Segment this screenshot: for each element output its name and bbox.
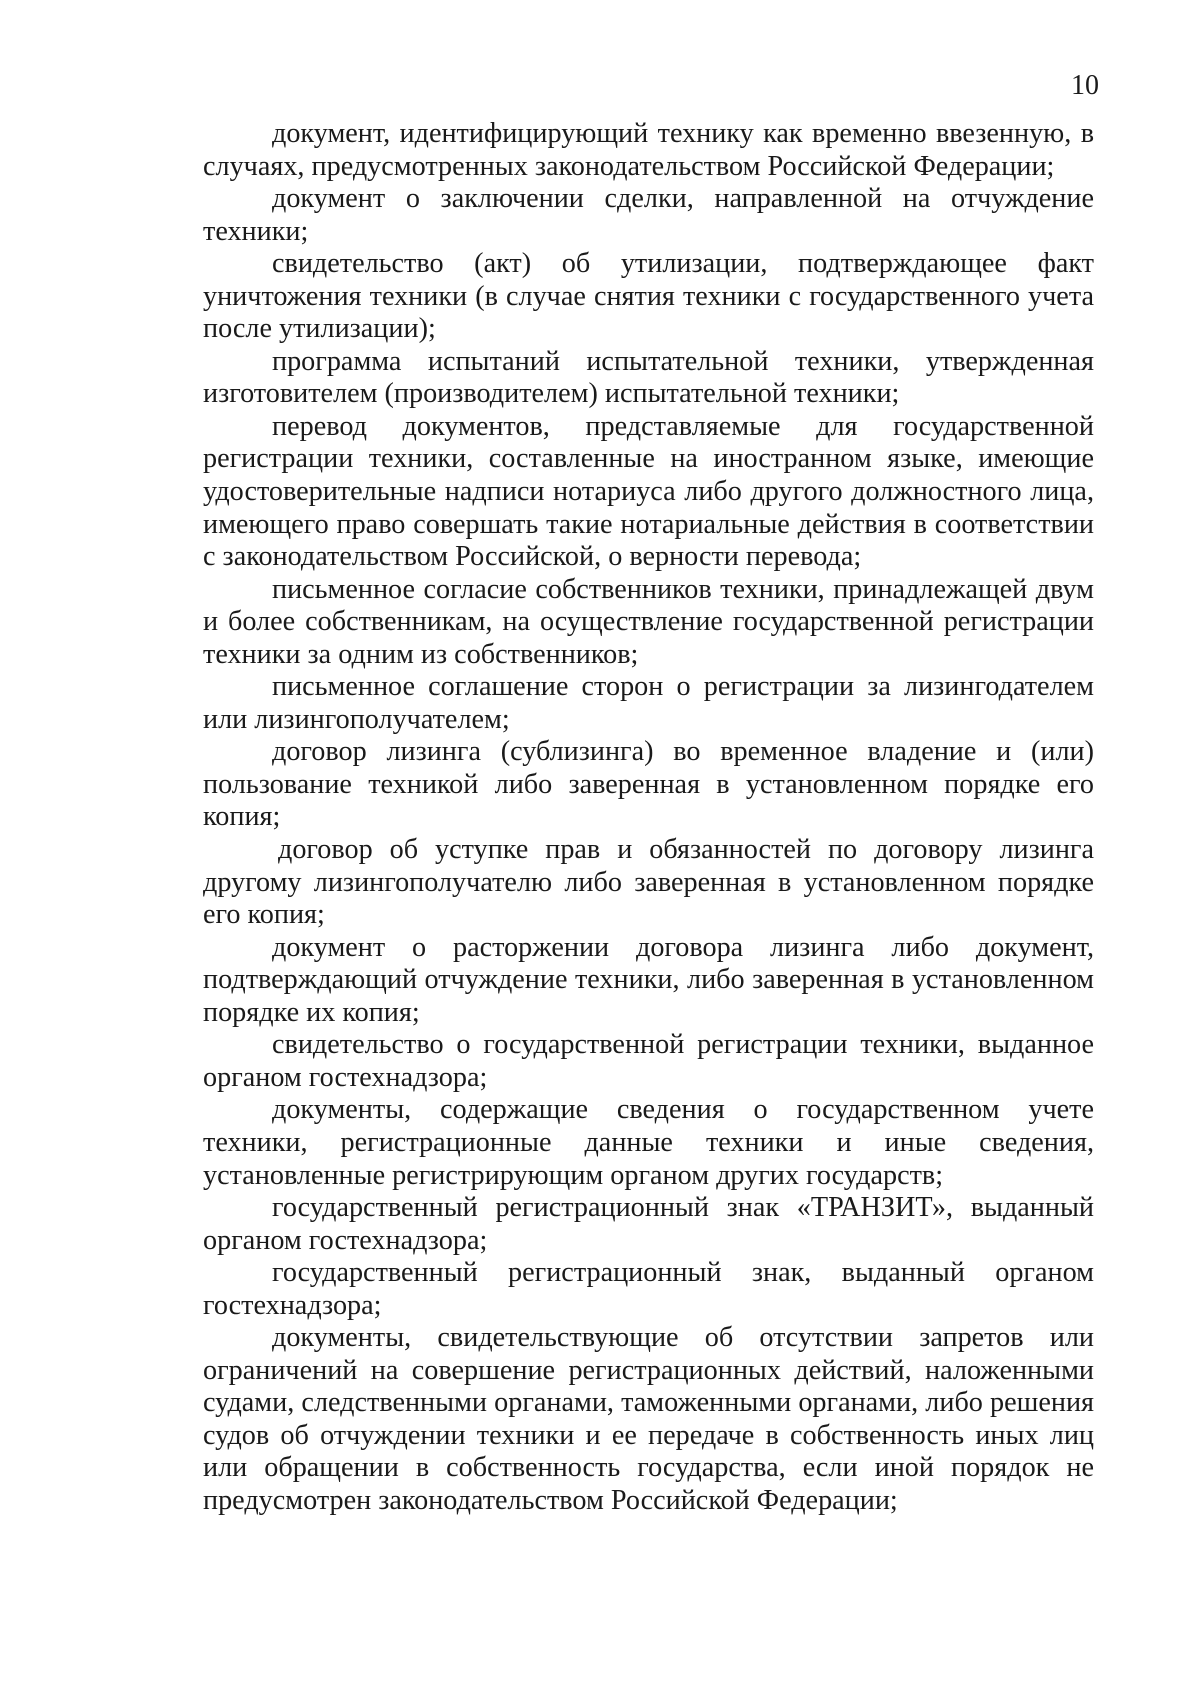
paragraph-temporary-import-document: документ, идентифицирующий технику как временно ввезенную, в случаях, предусмотренных законодательством Российской Федерации; xyxy=(203,118,1094,182)
paragraph-transit-plate: государственный регистрационный знак «ТРАНЗИТ», выданный органом гостехнадзора; xyxy=(203,1192,1094,1256)
paragraph-owners-consent: письменное согласие собственников техники, принадлежащей двум и более собственникам, на осуществление государственной регистрации техники за одним из собственников; xyxy=(203,573,1094,670)
paragraph-rights-assignment: договор об уступке прав и обязанностей по договору лизинга другому лизингополучателю либо заверенная в установленном порядке его копия; xyxy=(203,834,1094,931)
document-body xyxy=(203,118,1094,1518)
paragraph-utilization-certificate: свидетельство (акт) об утилизации, подтверждающее факт уничтожения техники (в случае снятия техники с государственного учета после утилизации); xyxy=(203,248,1094,345)
page-number: 10 xyxy=(1071,70,1099,101)
paragraph-document-translation: перевод документов, представляемые для государственной регистрации техники, составленные на иностранном языке, имеющие удостоверительные надписи нотариуса либо другого должностного лица, имеющего право совершать такие нотариальные действия в соответствии с законодательством Российской, о верности перевода; xyxy=(203,410,1094,573)
paragraph-test-program: программа испытаний испытательной техники, утвержденная изготовителем (производителем) испытательной техники; xyxy=(203,345,1094,410)
paragraph-registration-certificate: свидетельство о государственной регистрации техники, выданное органом гостехнадзора; xyxy=(203,1029,1094,1093)
paragraph-alienation-deal-document: документ о заключении сделки, направленной на отчуждение техники; xyxy=(203,183,1094,247)
paragraph-leasing-agreement-parties: письменное соглашение сторон о регистрации за лизингодателем или лизингополучателем; xyxy=(203,671,1094,735)
paragraph-foreign-registration-info: документы, содержащие сведения о государственном учете техники, регистрационные данные техники и иные сведения, установленные регистрирующим органом других государств; xyxy=(203,1094,1094,1191)
paragraph-no-restrictions-documents: документы, свидетельствующие об отсутствии запретов или ограничений на совершение регистрационных действий, наложенными судами, следственными органами, таможенными органами, либо решения судов об отчуждении техники и ее передаче в собственность иных лиц или обращении в собственность государства, если иной порядок не предусмотрен законодательством Российской Федерации; xyxy=(203,1322,1094,1516)
paragraph-leasing-contract: договор лизинга (сублизинга) во временное владение и (или) пользование техникой либо заверенная в установленном порядке его копия; xyxy=(203,736,1094,833)
paragraph-registration-plate: государственный регистрационный знак, выданный органом гостехнадзора; xyxy=(203,1257,1094,1321)
paragraph-leasing-termination: документ о расторжении договора лизинга либо документ, подтверждающий отчуждение техники, либо заверенная в установленном порядке их копия; xyxy=(203,931,1094,1028)
